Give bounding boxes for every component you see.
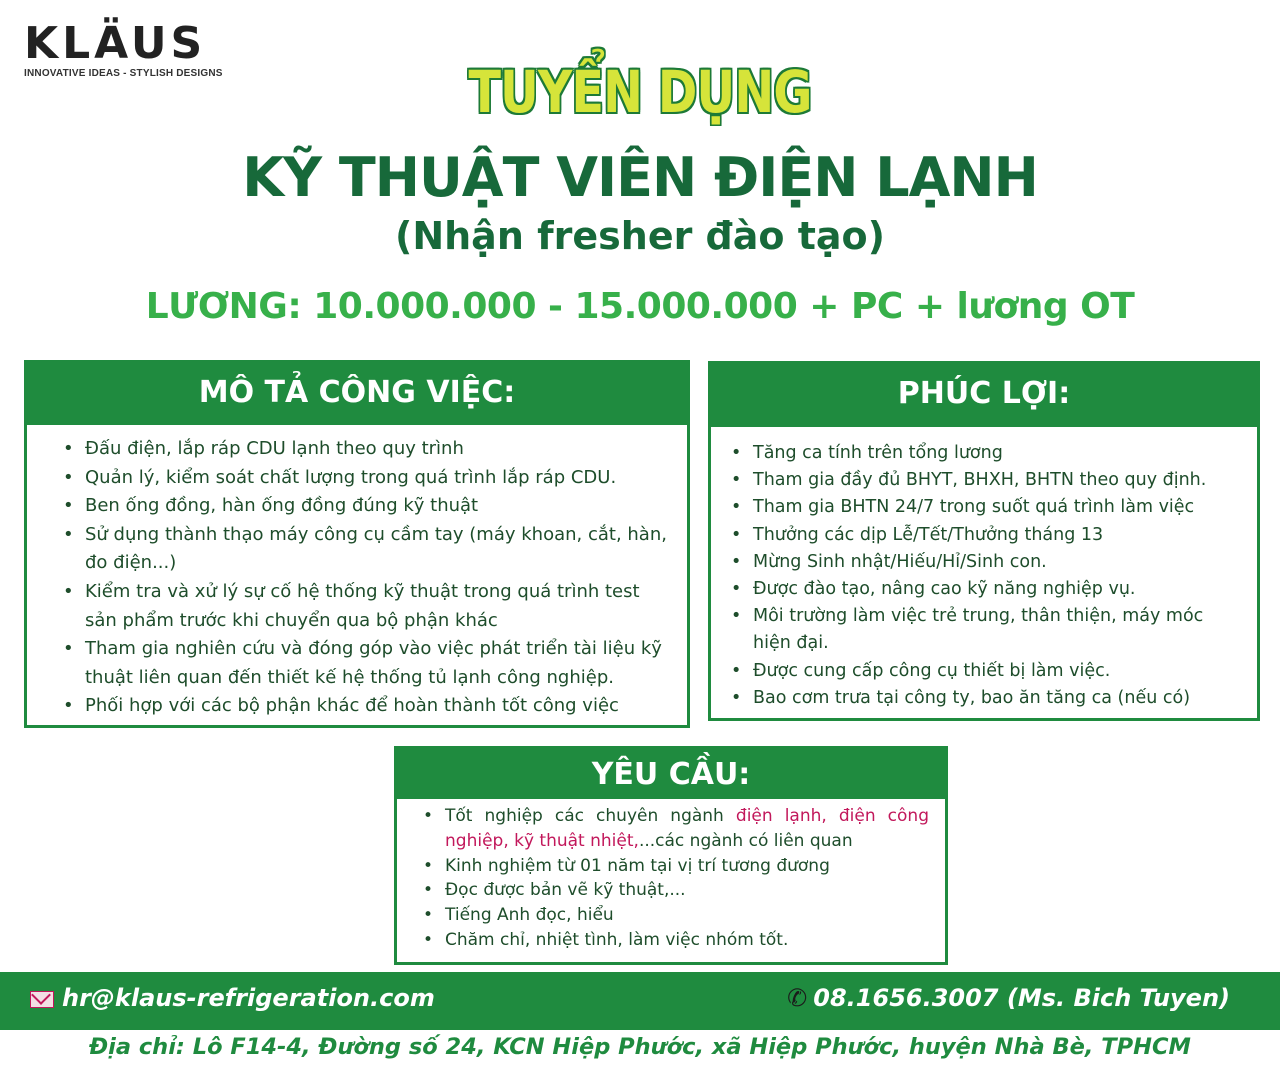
list-item: • Thưởng các dịp Lễ/Tết/Thưởng tháng 13 — [753, 522, 1243, 549]
list-item: • Chăm chỉ, nhiệt tình, làm việc nhóm tốt. — [445, 928, 929, 953]
list-item: • Mừng Sinh nhật/Hiếu/Hỉ/Sinh con. — [753, 549, 1243, 576]
list-item: • Được đào tạo, nâng cao kỹ năng nghiệp vụ. — [753, 576, 1243, 603]
requirements-heading: YÊU CẦU: — [397, 749, 945, 799]
mail-icon — [30, 991, 54, 1008]
list-item: • Tham gia đầy đủ BHYT, BHXH, BHTN theo quy định. — [753, 467, 1243, 494]
company-address: Địa chỉ: Lô F14-4, Đường số 24, KCN Hiệp Phước, xã Hiệp Phước, huyện Nhà Bè, TPHCM — [89, 1034, 1191, 1060]
contact-bar — [0, 972, 1280, 1030]
list-item: • Tiếng Anh đọc, hiểu — [445, 903, 929, 928]
requirement-prefix: Tốt nghiệp các chuyên ngành — [445, 806, 736, 826]
list-item: • Tham gia BHTN 24/7 trong suốt quá trình làm việc — [753, 494, 1243, 521]
list-item: • Đấu điện, lắp ráp CDU lạnh theo quy trình — [85, 435, 673, 464]
benefits-list — [711, 427, 1257, 712]
requirement-highlight: điện lạnh, điện công nghiệp, kỹ thuật nhiệt, — [445, 806, 929, 851]
list-item: • Phối hợp với các bộ phận khác để hoàn thành tốt công việc — [85, 692, 673, 721]
list-item: • Kinh nghiệm từ 01 năm tại vị trí tương đương — [445, 854, 929, 879]
list-item: • Đọc được bản vẽ kỹ thuật,... — [445, 878, 929, 903]
email-address[interactable]: hr@klaus-refrigeration.com — [62, 984, 435, 1012]
list-item: • Bao cơm trưa tại công ty, bao ăn tăng ca (nếu có) — [753, 685, 1243, 712]
list-item: • Sử dụng thành thạo máy công cụ cầm tay (máy khoan, cắt, hàn, đo điện...) — [85, 521, 673, 578]
list-item: • Ben ống đồng, hàn ống đồng đúng kỹ thuật — [85, 492, 673, 521]
job-description-list — [27, 425, 687, 721]
job-description-panel — [24, 360, 690, 728]
phone-icon: ✆ — [787, 984, 808, 1012]
list-item: • Tăng ca tính trên tổng lương — [753, 440, 1243, 467]
requirements-list — [397, 799, 945, 953]
job-position: KỸ THUẬT VIÊN ĐIỆN LẠNH — [242, 146, 1038, 209]
list-item: • Tham gia nghiên cứu và đóng góp vào việc phát triển tài liệu kỹ thuật liên quan đến thiết kế hệ thống tủ lạnh công nghiệp. — [85, 635, 673, 692]
brand-name: KLÄUS — [24, 18, 207, 69]
job-note: (Nhận fresher đào tạo) — [394, 214, 886, 258]
email-contact[interactable] — [30, 984, 435, 1012]
phone-number[interactable]: 08.1656.3007 (Ms. Bich Tuyen) — [813, 984, 1230, 1012]
job-description-heading: MÔ TẢ CÔNG VIỆC: — [27, 363, 687, 425]
recruitment-title: TUYỂN DỤNG — [468, 58, 812, 126]
list-item: • Được cung cấp công cụ thiết bị làm việc. — [753, 658, 1243, 685]
list-item: • Môi trường làm việc trẻ trung, thân thiện, máy móc hiện đại. — [753, 603, 1243, 657]
requirements-panel — [394, 746, 948, 965]
list-item: • Kiểm tra và xử lý sự cố hệ thống kỹ thuật trong quá trình test sản phẩm trước khi chuyển qua bộ phận khác — [85, 578, 673, 635]
list-item: • Quản lý, kiểm soát chất lượng trong quá trình lắp ráp CDU. — [85, 464, 673, 493]
salary-line: LƯƠNG: 10.000.000 - 15.000.000 + PC + lương OT — [145, 286, 1135, 327]
brand-tagline: INNOVATIVE IDEAS - STYLISH DESIGNS — [24, 68, 223, 79]
requirement-suffix: ...các ngành có liên quan — [638, 830, 853, 851]
phone-contact[interactable] — [787, 984, 1230, 1012]
benefits-panel — [708, 361, 1260, 721]
benefits-heading: PHÚC LỢI: — [711, 364, 1257, 427]
list-item — [445, 804, 929, 854]
